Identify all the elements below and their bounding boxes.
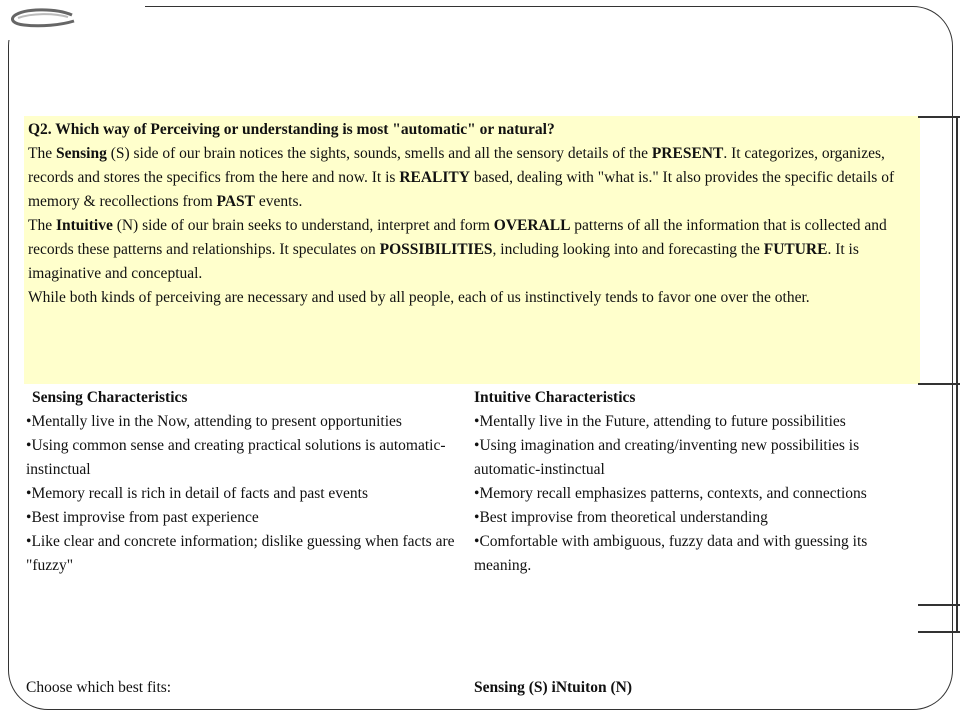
rule-line <box>956 116 958 632</box>
body-text: based, dealing with "what is." It also provides the specific details of memory & recollections from <box>28 169 895 210</box>
question-title: Q2. Which way of Perceiving or understanding is most "automatic" or natural? <box>28 121 555 138</box>
sensing-paragraph <box>28 142 916 214</box>
emphasis-text: PRESENT <box>651 145 724 162</box>
body-text: . It is imaginative and conceptual. <box>28 241 859 282</box>
body-text: The <box>28 217 56 234</box>
emphasis-text: FUTURE <box>763 241 828 258</box>
summary-paragraph: While both kinds of perceiving are necessary and used by all people, each of us instinctively tends to favor one over the other. <box>28 289 810 306</box>
emphasis-text: REALITY <box>399 169 470 186</box>
body-text: , including looking into and forecasting the <box>492 241 764 258</box>
list-item: • Using common sense and creating practical solutions is automatic-instinctual <box>26 434 472 482</box>
rule-line <box>918 604 960 606</box>
sensing-list <box>26 410 472 578</box>
choose-prompt: Choose which best fits: <box>26 679 172 696</box>
list-item: • Memory recall emphasizes patterns, contexts, and connections <box>474 482 914 506</box>
list-item: • Like clear and concrete information; dislike guessing when facts are "fuzzy" <box>26 530 472 578</box>
page-curl-icon <box>6 6 76 30</box>
rule-line <box>918 383 960 385</box>
emphasis-text: POSSIBILITIES <box>379 241 493 258</box>
list-item: • Memory recall is rich in detail of facts and past events <box>26 482 472 506</box>
body-text: The <box>28 145 56 162</box>
list-item: • Best improvise from theoretical understanding <box>474 506 914 530</box>
intuitive-heading: Intuitive Characteristics <box>474 389 636 406</box>
choice-options: Sensing (S) iNtuiton (N) <box>474 679 633 696</box>
emphasis-text: OVERALL <box>493 217 571 234</box>
emphasis-text: Intuitive <box>55 217 113 234</box>
intuitive-paragraph <box>28 214 916 286</box>
rule-line <box>918 631 960 633</box>
emphasis-text: Sensing <box>55 145 107 162</box>
body-text: (N) side of our brain seeks to understand, interpret and form <box>112 217 494 234</box>
body-text: patterns of all the information that is collected and records these patterns and relationships. It speculates on <box>28 217 887 258</box>
body-text: events. <box>255 193 303 210</box>
body-text: (S) side of our brain notices the sights, sounds, smells and all the sensory details of the <box>106 145 652 162</box>
list-item: • Comfortable with ambiguous, fuzzy data and with guessing its meaning. <box>474 530 914 578</box>
body-text: . It categorizes, organizes, records and stores the specifics from the here and now. It is <box>28 145 885 186</box>
emphasis-text: PAST <box>216 193 256 210</box>
rule-line <box>918 116 960 118</box>
list-item: • Mentally live in the Future, attending to future possibilities <box>474 410 914 434</box>
list-item: • Using imagination and creating/inventing new possibilities is automatic-instinctual <box>474 434 914 482</box>
sensing-heading: Sensing Characteristics <box>32 389 188 406</box>
list-item: • Mentally live in the Now, attending to present opportunities <box>26 410 472 434</box>
list-item: • Best improvise from past experience <box>26 506 472 530</box>
sensing-column <box>26 386 472 578</box>
question-box <box>24 116 920 384</box>
intuitive-list <box>474 410 914 578</box>
intuitive-column <box>474 386 914 578</box>
